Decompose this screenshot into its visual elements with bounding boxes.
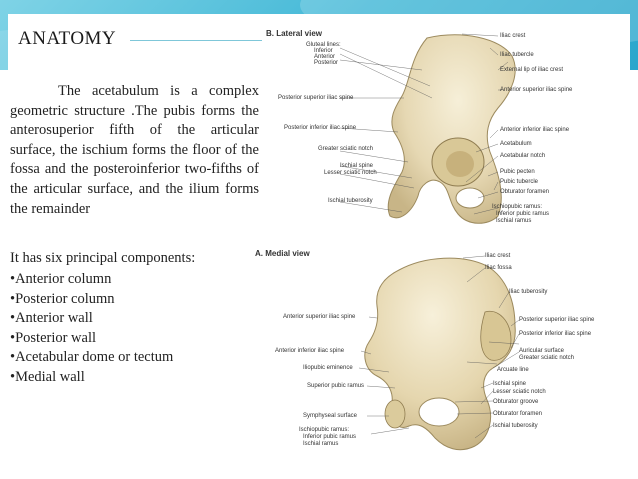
label-ischial-tuberosity: Ischial tuberosity bbox=[328, 198, 373, 204]
label-iliac-tubercle: Iliac tubercle bbox=[500, 52, 534, 58]
label-ischial-spine: Ischial spine bbox=[493, 381, 527, 387]
label-posterior-superior-iliac-spine: Posterior superior iliac spine bbox=[519, 317, 595, 323]
label-gluteal-anterior: Anterior bbox=[314, 54, 336, 60]
components-intro: It has six principal components: bbox=[10, 250, 196, 266]
lateral-view-title: B. Lateral view bbox=[266, 29, 323, 38]
label-symphyseal-surface: Symphyseal surface bbox=[303, 413, 358, 419]
label-obturator-groove: Obturator groove bbox=[493, 399, 539, 405]
label-posterior-inferior-iliac-spine: Posterior inferior iliac spine bbox=[284, 125, 357, 131]
label-iliac-crest: Iliac crest bbox=[485, 253, 511, 259]
label-anterior-superior-iliac-spine: Anterior superior iliac spine bbox=[283, 314, 356, 320]
label-posterior-inferior-iliac-spine: Posterior inferior iliac spine bbox=[519, 331, 592, 337]
list-item: • Posterior column bbox=[10, 290, 173, 310]
label-ischial-tuberosity: Ischial tuberosity bbox=[493, 423, 538, 429]
label-acetabulum: Acetabulum bbox=[500, 141, 532, 147]
label-gluteal-posterior: Posterior bbox=[314, 60, 339, 66]
label-superior-pubic-ramus: Superior pubic ramus bbox=[307, 383, 365, 389]
label-anterior-superior-iliac-spine: Anterior superior iliac spine bbox=[500, 87, 573, 93]
title-underline bbox=[130, 40, 262, 41]
label-gluteal-lines: Gluteal lines: bbox=[306, 42, 341, 48]
label-inferior-pubic-ramus: Inferior pubic ramus bbox=[303, 434, 357, 440]
label-pubic-pecten: Pubic pecten bbox=[500, 169, 535, 175]
label-iliac-crest: Iliac crest bbox=[500, 33, 526, 39]
label-anterior-inferior-iliac-spine: Anterior inferior iliac spine bbox=[500, 127, 570, 133]
label-gluteal-inferior: Inferior bbox=[314, 48, 333, 54]
label-greater-sciatic-notch: Greater sciatic notch bbox=[519, 355, 575, 361]
label-auricular-surface: Auricular surface bbox=[519, 348, 565, 354]
label-ischiopubic-ramus: Ischiopubic ramus: bbox=[299, 427, 350, 433]
label-lesser-sciatic-notch: Lesser sciatic notch bbox=[493, 389, 546, 395]
label-posterior-superior-iliac-spine: Posterior superior iliac spine bbox=[278, 95, 354, 101]
label-acetabular-notch: Acetabular notch bbox=[500, 153, 546, 159]
lateral-view-figure bbox=[262, 26, 622, 232]
label-iliac-tuberosity: Iliac tuberosity bbox=[509, 289, 548, 295]
label-lesser-sciatic-notch: Lesser sciatic notch bbox=[324, 170, 377, 176]
list-item: • Acetabular dome or tectum bbox=[10, 348, 173, 368]
label-ischial-ramus: Ischial ramus bbox=[496, 218, 532, 224]
label-ischial-ramus: Ischial ramus bbox=[303, 441, 339, 447]
label-iliopubic-eminence: Iliopubic eminence bbox=[303, 365, 353, 371]
label-external-lip-iliac-crest: External lip of iliac crest bbox=[500, 67, 564, 73]
medial-view-figure bbox=[249, 242, 619, 470]
components-list bbox=[10, 270, 173, 387]
medial-view-title: A. Medial view bbox=[255, 249, 310, 258]
label-greater-sciatic-notch: Greater sciatic notch bbox=[318, 146, 374, 152]
list-item: • Medial wall bbox=[10, 368, 173, 388]
label-ischial-spine: Ischial spine bbox=[340, 163, 374, 169]
label-obturator-foramen: Obturator foramen bbox=[493, 411, 543, 417]
label-inferior-pubic-ramus: Inferior pubic ramus bbox=[496, 211, 550, 217]
acetabulum-paragraph: The acetabulum is a complex geometric structure .The pubis forms the anterosuperior fifth of the articular surface, the ischium forms the floor of the fossa and the posteroinferior two-fifths of the articular surface, and the ilium forms the remainder bbox=[10, 83, 259, 217]
list-item: • Anterior wall bbox=[10, 309, 173, 329]
label-ischiopubic-ramus: Ischiopubic ramus: bbox=[492, 204, 543, 210]
label-pubic-tubercle: Pubic tubercle bbox=[500, 179, 539, 185]
slide-title: ANATOMY bbox=[18, 28, 117, 49]
label-arcuate-line: Arcuate line bbox=[497, 367, 529, 373]
list-item: • Anterior column bbox=[10, 270, 173, 290]
label-anterior-inferior-iliac-spine: Anterior inferior iliac spine bbox=[275, 348, 345, 354]
list-item: • Posterior wall bbox=[10, 329, 173, 349]
label-obturator-foramen: Obturator foramen bbox=[500, 189, 550, 195]
label-iliac-fossa: Iliac fossa bbox=[485, 265, 512, 271]
